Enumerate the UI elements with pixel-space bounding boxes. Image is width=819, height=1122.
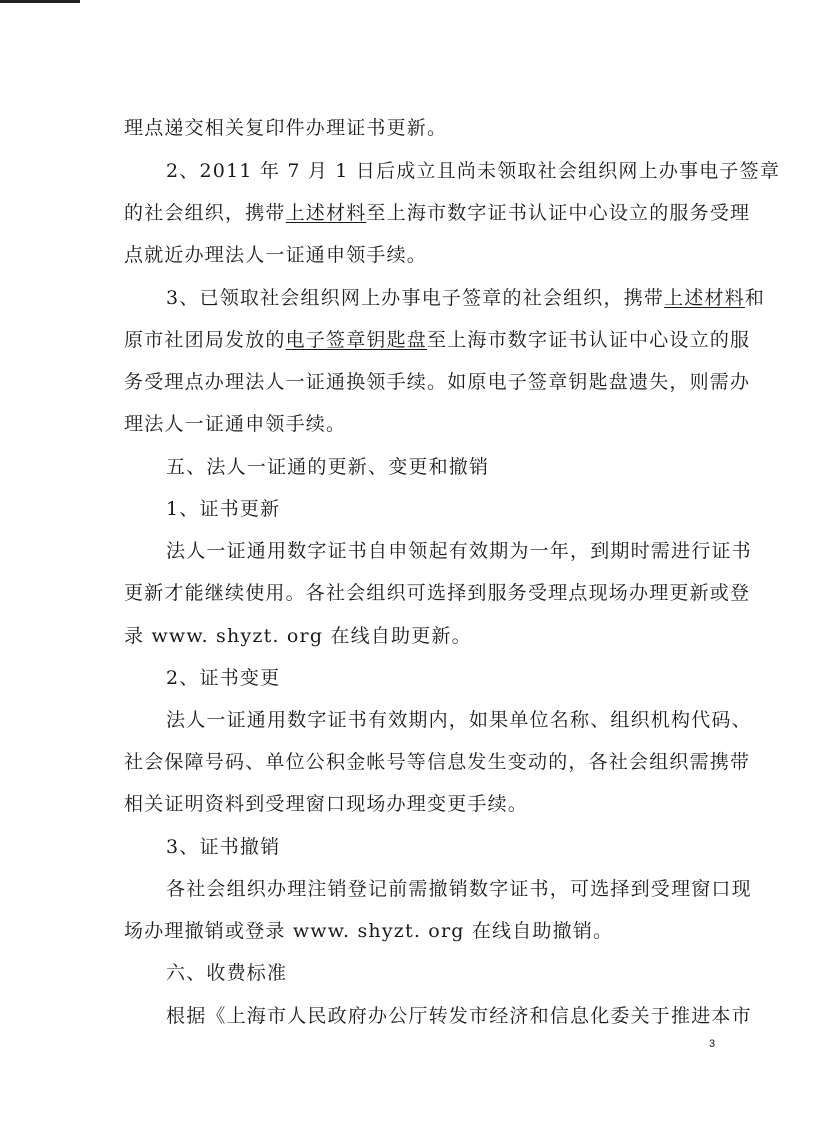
paragraph-line: 相关证明资料到受理窗口现场办理变更手续。 xyxy=(124,793,529,815)
paragraph-line: 法人一证通用数字证书有效期内，如果单位名称、组织机构代码、 xyxy=(166,709,752,731)
subsection-heading: 1、证书更新 xyxy=(166,498,281,520)
paragraph-line: 务受理点办理法人一证通换领手续。如原电子签章钥匙盘遗失，则需办 xyxy=(124,371,751,393)
paragraph-line xyxy=(166,286,765,310)
paragraph-line: 理法人一证通申领手续。 xyxy=(124,413,347,435)
paragraph-line xyxy=(124,201,750,225)
paragraph-line: 更新才能继续使用。各社会组织可选择到服务受理点现场办理更新或登 xyxy=(124,582,751,604)
text-segment: 至上海市数字证书认证中心设立的服务受理 xyxy=(366,202,751,224)
underlined-term: 电子签章钥匙盘 xyxy=(285,329,428,351)
paragraph-line: 社会保障号码、单位公积金帐号等信息发生变动的，各社会组织需携带 xyxy=(124,751,751,773)
scan-edge-mark xyxy=(0,0,80,3)
text-segment: 的社会组织，携带 xyxy=(124,202,286,224)
paragraph-line: 根据《上海市人民政府办公厅转发市经济和信息化委关于推进本市 xyxy=(166,1005,752,1027)
section-heading: 五、法人一证通的更新、变更和撤销 xyxy=(166,456,490,478)
paragraph-line: 各社会组织办理注销登记前需撤销数字证书，可选择到受理窗口现 xyxy=(166,878,752,900)
paragraph-line: 场办理撤销或登录 www. shyzt. org 在线自助撤销。 xyxy=(124,920,614,942)
underlined-term: 上述材料 xyxy=(664,287,745,309)
paragraph-line xyxy=(124,328,750,352)
text-segment: 原市社团局发放的 xyxy=(124,329,286,351)
paragraph-line: 法人一证通用数字证书自申领起有效期为一年，到期时需进行证书 xyxy=(166,540,752,562)
paragraph-line: 点就近办理法人一证通申领手续。 xyxy=(124,244,428,266)
underlined-term: 上述材料 xyxy=(285,202,367,224)
text-segment: 和 xyxy=(744,287,766,309)
subsection-heading: 2、证书变更 xyxy=(166,667,281,689)
section-heading: 六、收费标准 xyxy=(166,962,288,984)
page-number: 3 xyxy=(709,1038,716,1050)
text-segment: 至上海市数字证书认证中心设立的服 xyxy=(427,329,751,351)
paragraph-line: 理点递交相关复印件办理证书更新。 xyxy=(124,117,448,139)
paragraph-line: 录 www. shyzt. org 在线自助更新。 xyxy=(124,625,472,647)
subsection-heading: 3、证书撤销 xyxy=(166,836,281,858)
text-segment: 3、已领取社会组织网上办事电子签章的社会组织，携带 xyxy=(166,287,665,309)
paragraph-line: 2、2011 年 7 月 1 日后成立且尚未领取社会组织网上办事电子签章 xyxy=(166,160,781,182)
